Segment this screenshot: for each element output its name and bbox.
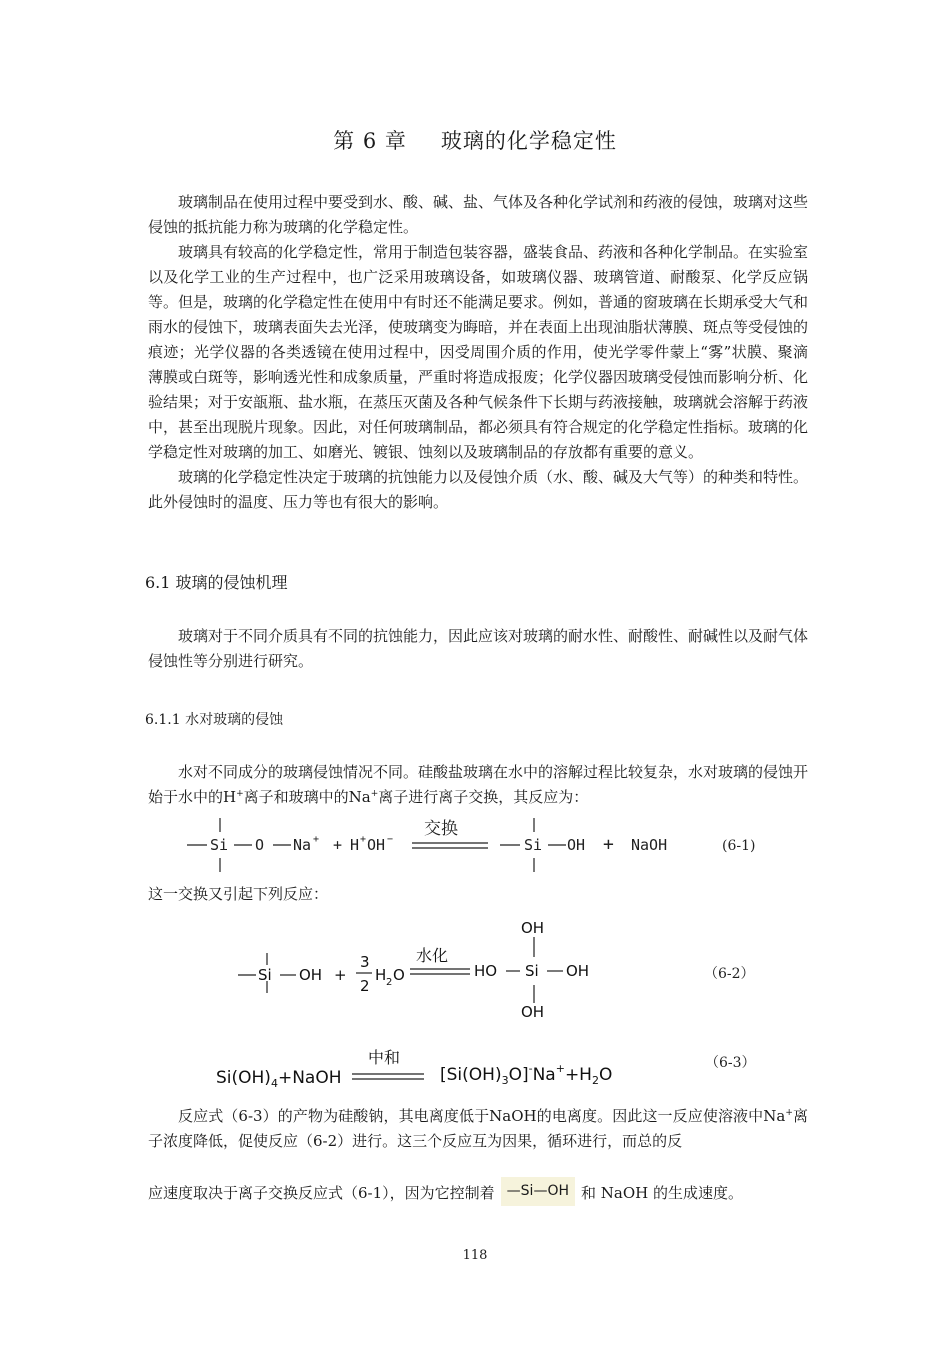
eq1-product-si: Si: [524, 836, 543, 854]
text-run: 反应式（6-3）的产物为硅酸钠，其电离度低于NaOH的电离度。因此这一反应使溶液中Na: [178, 1107, 786, 1125]
eq2-oh: OH: [299, 966, 323, 984]
eq1-plus-2: +: [603, 834, 614, 855]
section-6-1-paragraph: 玻璃对于不同介质具有不同的抗蚀能力，因此应该对玻璃的耐水性、耐酸性、耐碱性以及耐气体侵蚀性等分别进行研究。: [148, 627, 809, 670]
eq2-h2o-h: H: [375, 966, 387, 984]
eq1-h-charge: +: [360, 834, 367, 845]
text-run: 和 NaOH 的生成速度。: [581, 1184, 743, 1202]
eq2-top-oh: OH: [521, 919, 545, 937]
section-6-1-heading: 6.1 玻璃的侵蚀机理: [145, 573, 288, 592]
section-6-1-1-heading: 6.1.1 水对玻璃的侵蚀: [145, 712, 284, 728]
text-run: 离子浓度降低，促使反应（6-2）进行。这三个反应互为因果，循环进行，而总的反: [148, 1107, 808, 1150]
after-eq1-paragraph: 这一交换又引起下列反应：: [148, 885, 329, 903]
eq1-oh-charge: −: [387, 834, 394, 845]
eq2-right-oh: OH: [566, 962, 590, 980]
intro-paragraph-1: 玻璃制品在使用过程中要受到水、酸、碱、盐、气体及各种化学试剂和药液的侵蚀，玻璃对这些侵蚀的抵抗能力称为玻璃的化学稳定性。: [148, 193, 809, 236]
intro-paragraph-3: 玻璃的化学稳定性决定于玻璃的抗蚀能力以及侵蚀介质（水、酸、碱及大气等）的种类和特性。此外侵蚀时的温度、压力等也有很大的影响。: [148, 468, 809, 511]
eq1-o: O: [255, 836, 265, 854]
eq2-bottom-oh: OH: [521, 1003, 545, 1021]
eq1-na-charge: +: [313, 834, 320, 845]
eq1-label: (6-1): [722, 838, 756, 854]
section-6-1-1-paragraph-3: [148, 1180, 808, 1209]
eq1-na: Na: [293, 836, 312, 854]
eq2-ho: HO: [474, 962, 498, 980]
section-6-1-1-paragraph-2: [148, 1104, 808, 1154]
intro-section: [148, 190, 808, 515]
section-6-1-1-paragraph-1: [148, 760, 808, 810]
intro-paragraph-2: 玻璃具有较高的化学稳定性，常用于制造包装容器，盛装食品、药液和各种化学制品。在实验室以及化学工业的生产过程中，也广泛采用玻璃设备，如玻璃仪器、玻璃管道、耐酸泵、化学反应锅等。但是，玻璃的化学稳定性在使用中有时还不能满足要求。例如，普通的窗玻璃在长期承受大气和雨水的侵蚀下，玻璃表面失去光泽，使玻璃变为晦暗，并在表面上出现油脂状薄膜、斑点等受侵蚀的痕迹；光学仪器的各类透镜在使用过程中，因受周围介质的作用，使光学零件蒙上“雾”状膜、聚滴薄膜或白斑等，影响透光性和成象质量，严重时将造成报废；化学仪器因玻璃受侵蚀而影响分析、化验结果；对于安瓿瓶、盐水瓶，在蒸压灭菌及各种气候条件下长期与药液接触，玻璃就会溶解于药液中，甚至出现脱片现象。因此，对任何玻璃制品，都必须具有符合规定的化学稳定性指标。玻璃的化学稳定性对玻璃的加工、如磨光、镀银、蚀刻以及玻璃制品的存放都有重要的意义。: [148, 243, 809, 461]
eq1-naoh: NaOH: [631, 836, 668, 854]
text-run: 离子和玻璃中的Na: [243, 788, 371, 806]
eq2-plus: +: [334, 966, 347, 984]
eq1-product-oh: OH: [567, 836, 586, 854]
eq2-arrow-label: 水化: [416, 946, 449, 965]
eq2-center-si: Si: [525, 962, 539, 980]
eq2-frac-num: 3: [360, 953, 370, 971]
eq2-h2o-sub: 2: [386, 977, 393, 988]
eq3-arrow-label: 中和: [368, 1048, 401, 1067]
text-run: 水对不同成分的玻璃侵蚀情况不同。硅酸盐玻璃在水中的溶解过程比较复杂，水对玻璃的侵蚀开始于水中的H: [148, 763, 809, 806]
chapter-title: [0, 125, 950, 155]
equation-6-1: [0, 810, 950, 880]
eq3-reactant-1: $Si(OH)_4+NaOH$: [216, 1068, 342, 1090]
text-run: 离子进行离子交换，其反应为：: [378, 788, 589, 806]
eq2-label: （6-2）: [704, 966, 755, 982]
section-6-1-1-body: [148, 760, 808, 810]
section-6-1-1-body-3: [148, 1180, 808, 1209]
superscript-plus: +: [236, 789, 244, 799]
eq3-label: （6-3）: [705, 1055, 756, 1071]
text-run: 应速度取决于离子交换反应式（6-1），因为它控制着: [148, 1184, 495, 1202]
eq1-si: Si: [210, 836, 229, 854]
eq1-plus: +: [333, 836, 343, 854]
equation-6-2: [0, 915, 950, 1025]
after-eq1-text: [148, 882, 808, 907]
superscript-plus: +: [785, 1108, 793, 1118]
chapter-number: 第 6 章: [333, 129, 407, 153]
equation-6-3: [0, 1040, 950, 1095]
superscript-plus: +: [370, 789, 379, 799]
eq1-arrow-label: 交换: [424, 819, 458, 839]
section-6-1-body: [148, 624, 808, 674]
chapter-name: 玻璃的化学稳定性: [440, 129, 617, 153]
eq2-si: Si: [258, 966, 272, 984]
eq2-h2o-o: O: [393, 966, 405, 984]
page-number: 118: [462, 1248, 488, 1263]
inline-si-oh-formula: —Si—OH: [501, 1177, 575, 1206]
section-6-1-1-body-2: [148, 1104, 808, 1154]
eq1-oh: OH: [367, 836, 386, 854]
eq2-frac-den: 2: [360, 977, 370, 995]
eq1-h: H: [350, 836, 360, 854]
eq3-product: $[Si(OH)_3O]^-Na^++H_2O$: [440, 1062, 613, 1087]
